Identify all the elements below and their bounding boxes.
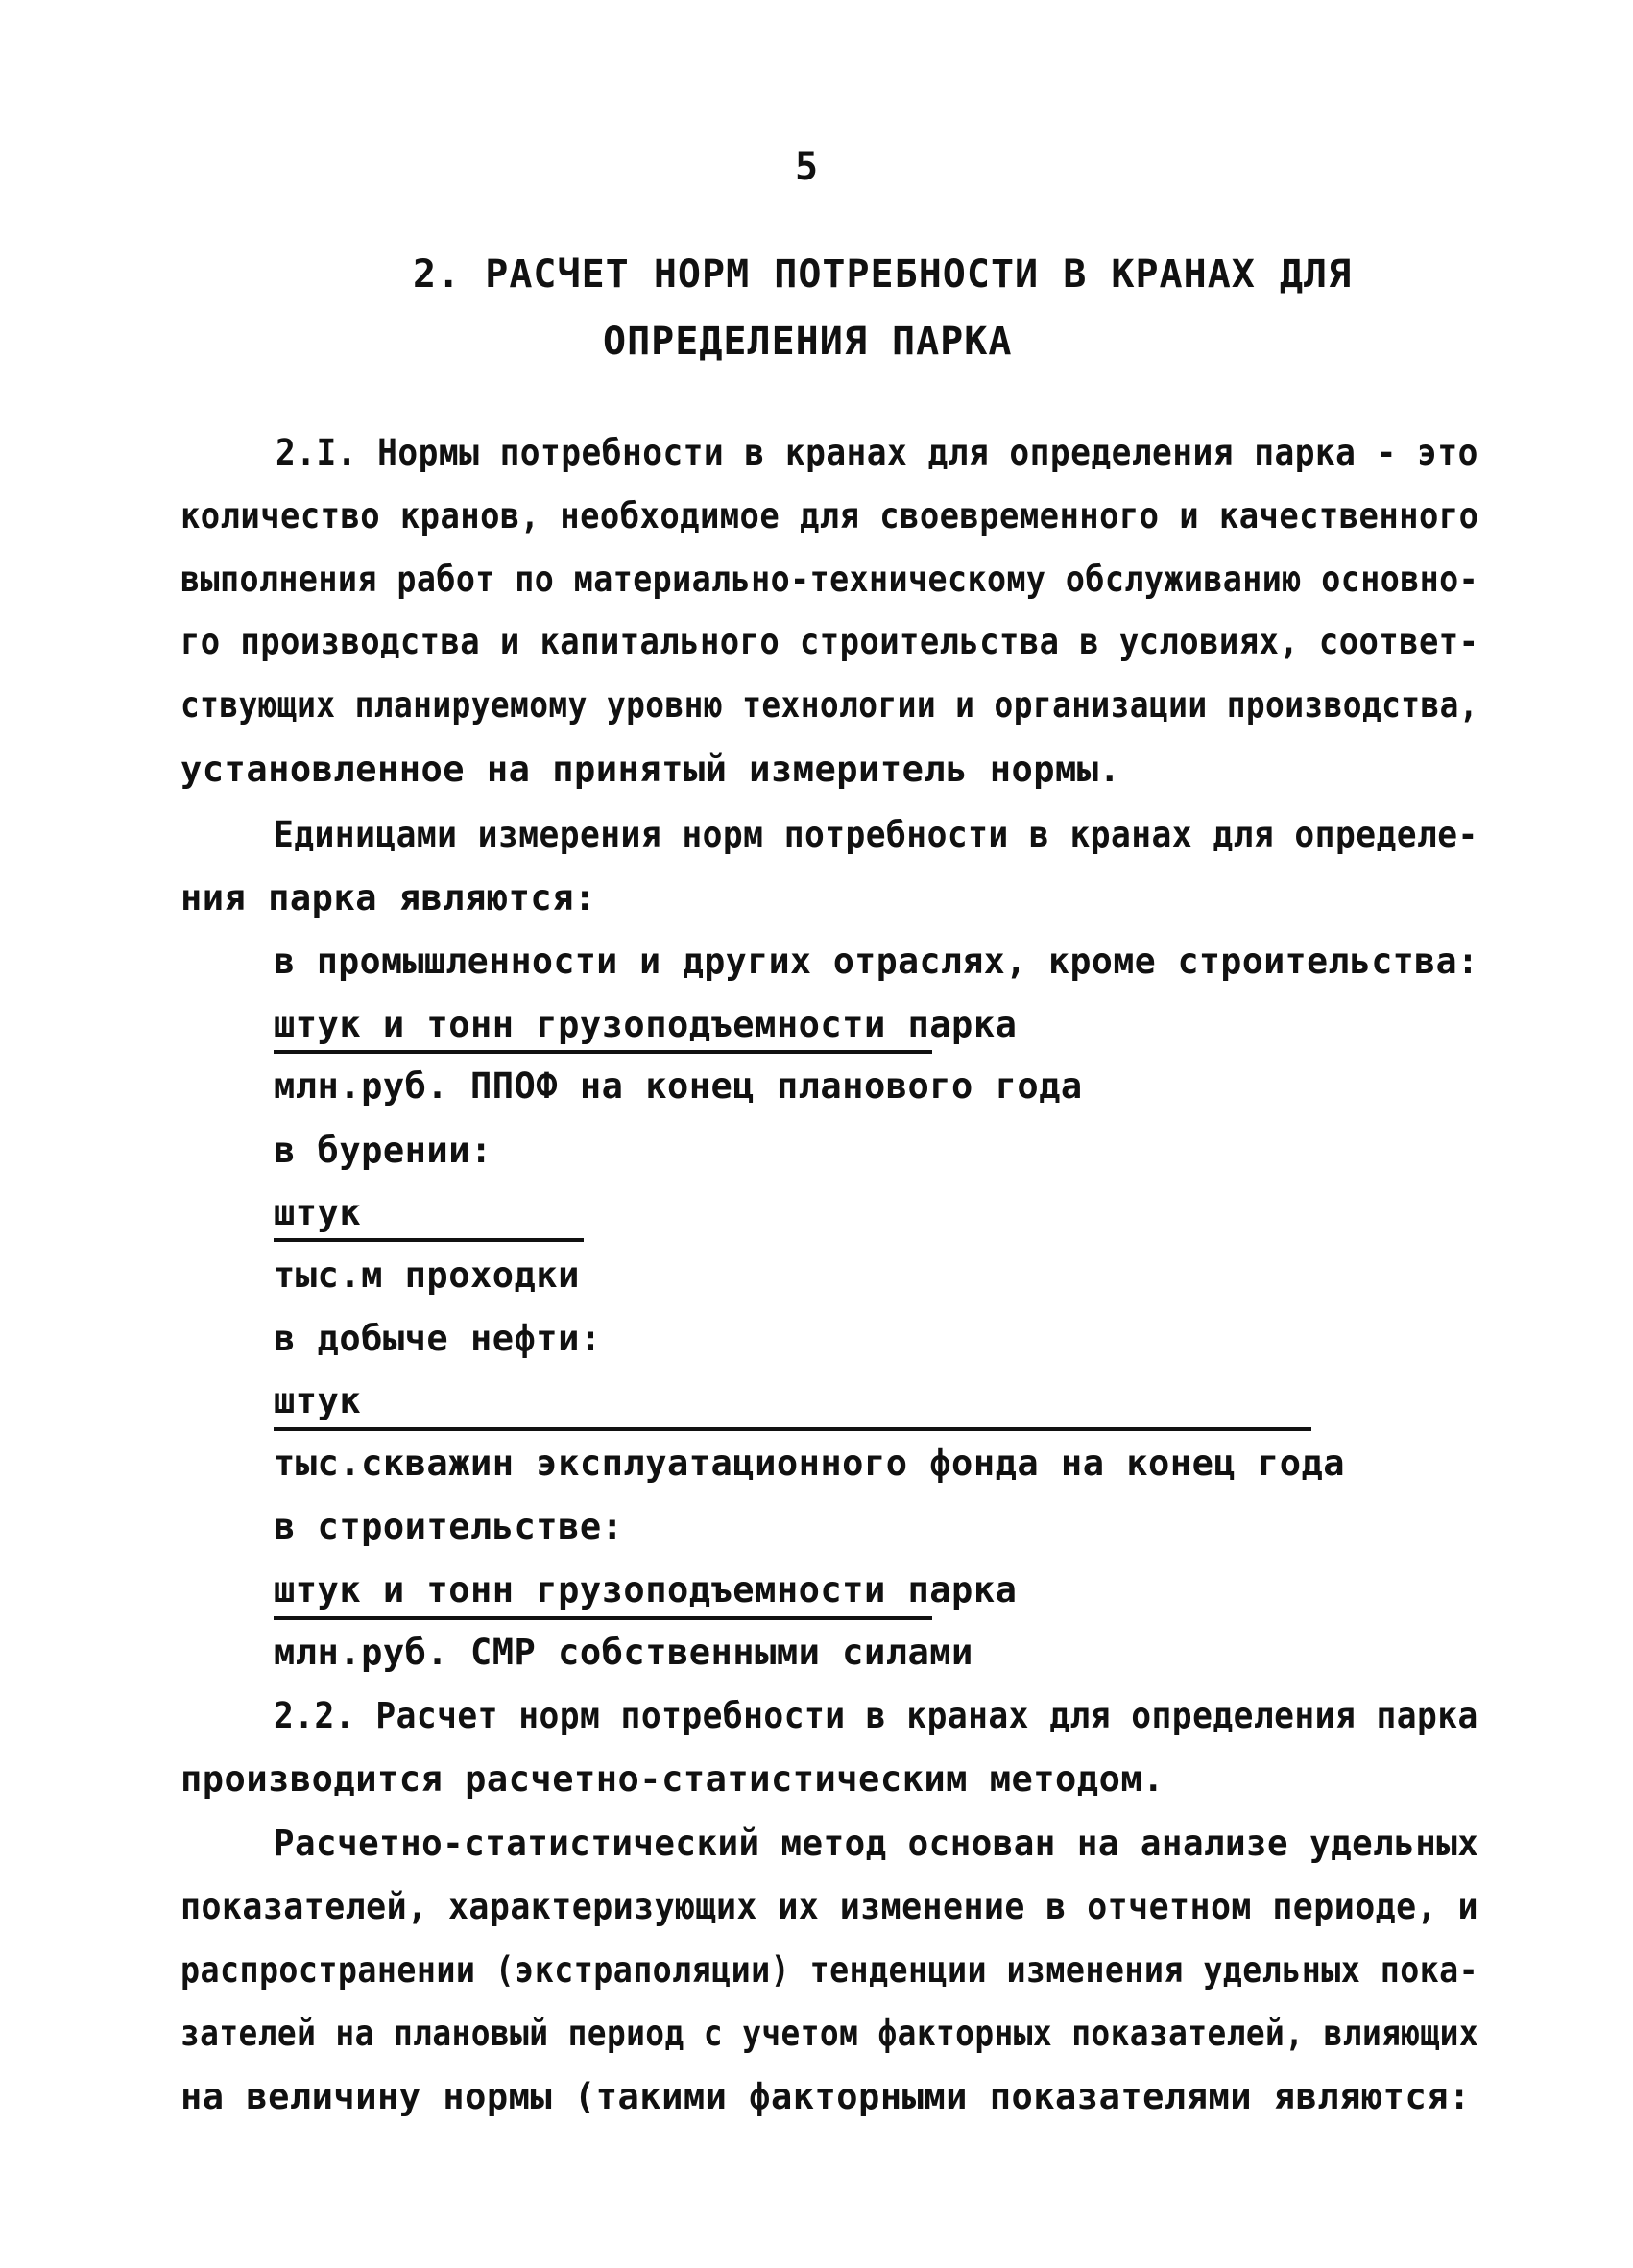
units-drilling-numerator: штук — [274, 1192, 362, 1233]
para-2-2-line-1: 2.2. Расчет норм потребности в кранах для определения парка — [274, 1695, 1478, 1736]
units-intro-line-1: Единицами измерения норм потребности в кранах для определе- — [274, 814, 1478, 855]
fraction-line-industry — [274, 1050, 932, 1054]
method-line-5: на величину нормы (такими факторными показателями являются: — [180, 2076, 1471, 2117]
units-construction-denominator: млн.руб. СМР собственными силами — [274, 1632, 973, 1673]
method-line-1: Расчетно-статистический метод основан на анализе удельных — [274, 1823, 1479, 1864]
units-drilling-label: в бурении: — [274, 1130, 492, 1171]
units-industry-label: в промышленности и других отраслях, кроме строительства: — [274, 941, 1479, 982]
units-industry-numerator: штук и тонн грузоподъемности парка — [274, 1004, 1018, 1045]
section-heading-line-2: ОПРЕДЕЛЕНИЯ ПАРКА — [603, 320, 1013, 364]
units-oil-denominator: тыс.скважин эксплуатационного фонда на конец года — [274, 1443, 1346, 1484]
units-industry-denominator: млн.руб. ППОФ на конец планового года — [274, 1065, 1083, 1107]
para-2-1-line-2: количество кранов, необходимое для своевременного и качественного — [180, 495, 1479, 537]
method-line-4: зателей на плановый период с учетом факторных показателей, влияющих — [180, 2013, 1479, 2054]
units-intro-line-2: ния парка являются: — [180, 877, 596, 919]
units-oil-numerator: штук — [274, 1380, 362, 1421]
units-construction-label: в строительстве: — [274, 1506, 624, 1547]
page-number: 5 — [795, 145, 819, 189]
fraction-line-drilling — [274, 1238, 584, 1242]
para-2-1-line-5: ствующих планируемому уровню технологии и организации производства, — [180, 684, 1479, 726]
para-2-2-line-2: производится расчетно-статистическим методом. — [180, 1758, 1165, 1800]
units-drilling-denominator: тыс.м проходки — [274, 1254, 580, 1296]
units-oil-label: в добыче нефти: — [274, 1318, 602, 1359]
fraction-line-construction — [274, 1616, 932, 1620]
section-heading-line-1: 2. РАСЧЕТ НОРМ ПОТРЕБНОСТИ В КРАНАХ ДЛЯ — [413, 252, 1353, 297]
method-line-2: показателей, характеризующих их изменение в отчетном периоде, и — [180, 1886, 1478, 1927]
para-2-1-line-4: го производства и капитального строительства в условиях, соответ- — [180, 621, 1479, 662]
fraction-line-oil — [274, 1427, 1311, 1431]
units-construction-numerator: штук и тонн грузоподъемности парка — [274, 1569, 1018, 1611]
method-line-3: распространении (экстраполяции) тенденции изменения удельных пока- — [180, 1949, 1479, 1991]
para-2-1-line-1: 2.I. Нормы потребности в кранах для определения парка - это — [276, 432, 1478, 473]
para-2-1-line-3: выполнения работ по материально-техническому обслуживанию основно- — [180, 559, 1479, 600]
para-2-1-line-6: установленное на принятый измеритель нормы. — [180, 749, 1121, 790]
